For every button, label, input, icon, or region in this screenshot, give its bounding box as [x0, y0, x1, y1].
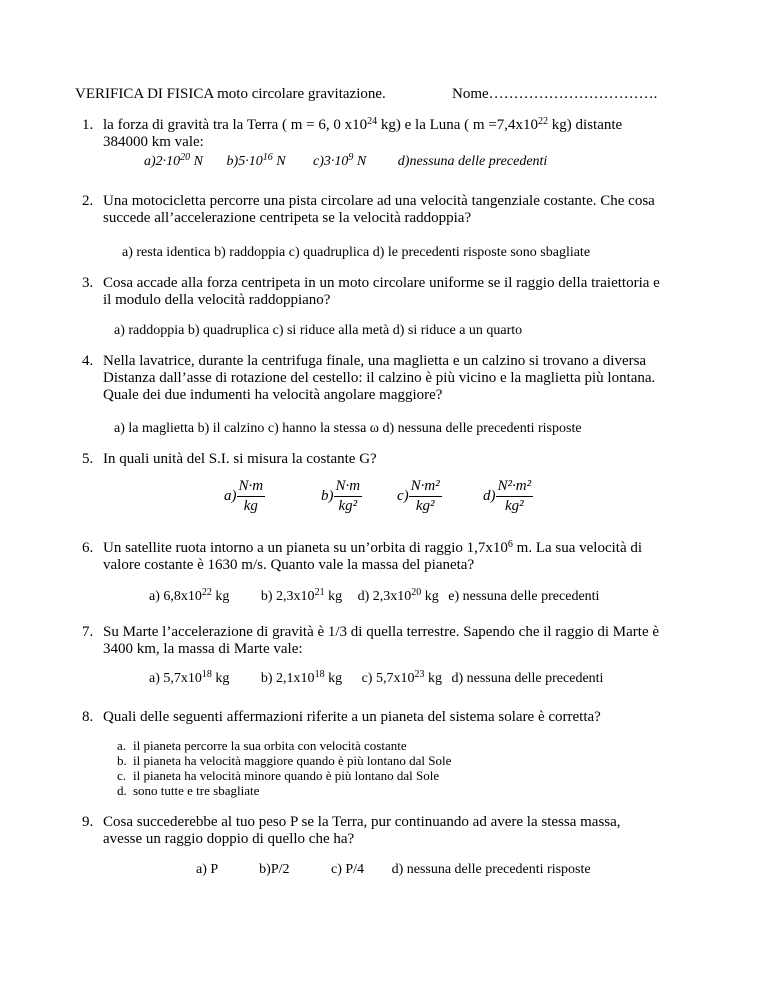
option-b: b) $2,1x10^{18}$ kg — [260, 669, 343, 686]
option-a: a) $6,8x10^{22}$ kg — [149, 587, 230, 604]
option-b: b) $2,3x10^{21}$ kg — [260, 587, 343, 604]
list-item: b. il pianeta ha velocità maggiore quando è più lontano dal Sole — [117, 753, 452, 768]
question-number: 3. — [82, 275, 94, 291]
question-number: 5. — [82, 451, 94, 467]
question-3-options: a) raddoppia b) quadruplica c) si riduce alla metà d) si riduce a un quarto — [114, 323, 523, 338]
question-text: la forza di gravità tra la Terra ( m = 6, 0 $x10^{24}$ kg) e la Luna ( $m =7,4x10^{22}$ kg) distante 384000 km vale: — [103, 116, 623, 150]
list-item: a. il pianeta percorre la sua orbita con velocità costante — [117, 738, 407, 753]
option-e: e) nessuna delle precedenti — [448, 589, 600, 604]
option-b: $b)5\cdot 10^{16}$ N — [226, 152, 286, 169]
question-text: Una motocicletta percorre una pista circolare ad una velocità tangenziale costante. Che cosa succede all’accelerazione centripeta se la velocità raddoppia? — [103, 193, 655, 226]
question-text: Su Marte l’accelerazione di gravità è 1/3 di quella terrestre. Sapendo che il raggio di Marte è 3400 km, la massa di Marte vale: — [103, 624, 660, 657]
option-c: c) P/4 — [331, 862, 365, 877]
option-b: b)P/2 — [259, 862, 290, 877]
question-number: 4. — [82, 353, 94, 369]
question-7-options — [149, 671, 603, 687]
option-b: b) $\frac{N\cdot m}{\text{kg²}}$ — [321, 478, 361, 514]
question-number: 1. — [82, 117, 94, 133]
list-item: d. sono tutte e tre sbagliate — [117, 783, 260, 798]
name-field: Nome……………………………. — [452, 86, 658, 102]
option-d: d) $2,3x10^{20}$ kg — [357, 587, 439, 604]
question-text: In quali unità del S.I. si misura la costante G? — [103, 451, 377, 467]
question-number: 6. — [82, 540, 94, 556]
question-9-options — [196, 862, 591, 878]
option-a: a) P — [196, 862, 218, 877]
question-2-options: a) resta identica b) raddoppia c) quadruplica d) le precedenti risposte sono sbagliate — [122, 245, 591, 260]
test-title: VERIFICA DI FISICA moto circolare gravitazione. — [75, 86, 386, 102]
header — [75, 86, 658, 103]
option-d: d) $\frac{\text{N²·m²}}{\text{kg²}}$ — [483, 478, 532, 514]
question-4-options: a) la maglietta b) il calzino c) hanno la stessa ω d) nessuna delle precedenti risposte — [114, 421, 582, 436]
option-a: a) $5,7x10^{18}$ kg — [149, 669, 230, 686]
option-a: $a)2\cdot 10^{20}$ N — [144, 152, 204, 169]
option-c: $c)3\cdot 10^9$ N — [313, 152, 367, 169]
list-item: c. il pianeta ha velocità minore quando è più lontano dal Sole — [117, 768, 440, 783]
option-c: c) $5,7x10^{23}$ kg — [361, 669, 442, 686]
question-number: 9. — [82, 814, 94, 830]
question-text: Quali delle seguenti affermazioni riferite a un pianeta del sistema solare è corretta? — [103, 709, 601, 725]
question-number: 2. — [82, 193, 94, 209]
option-d: d) nessuna delle precedenti risposte — [391, 862, 591, 877]
question-text: Nella lavatrice, durante la centrifuga finale, una maglietta e un calzino si trovano a diversa Distanza dall’asse di rotazione del cestello: il calzino è più vicino e la maglietta più lontana. Quale dei due indumenti ha velocità angolare maggiore? — [103, 353, 656, 403]
question-1-options — [144, 154, 547, 170]
question-number: 8. — [82, 709, 94, 725]
option-c: c) $\frac{\text{N·m²}}{\text{kg²}}$ — [397, 478, 440, 514]
option-a: a) $\frac{N\cdot m}{kg}$ — [224, 478, 264, 514]
question-number: 7. — [82, 624, 94, 640]
question-text: Un satellite ruota intorno a un pianeta su un’orbita di raggio $1,7x10^6$ m. La sua velocità di valore costante è 1630 m/s. Quanto vale la massa del pianeta? — [103, 539, 643, 573]
question-text: Cosa accade alla forza centripeta in un moto circolare uniforme se il raggio della traiettoria e il modulo della velocità raddoppiano? — [103, 275, 660, 308]
question-text: Cosa succederebbe al tuo peso P se la Terra, pur continuando ad avere la stessa massa, avesse un raggio doppio di quello che ha? — [103, 814, 621, 847]
option-d: d) nessuna delle precedenti — [451, 671, 604, 686]
question-6-options — [149, 589, 599, 605]
option-d: d)nessuna delle precedenti — [397, 154, 548, 169]
question-8-list — [117, 738, 451, 798]
